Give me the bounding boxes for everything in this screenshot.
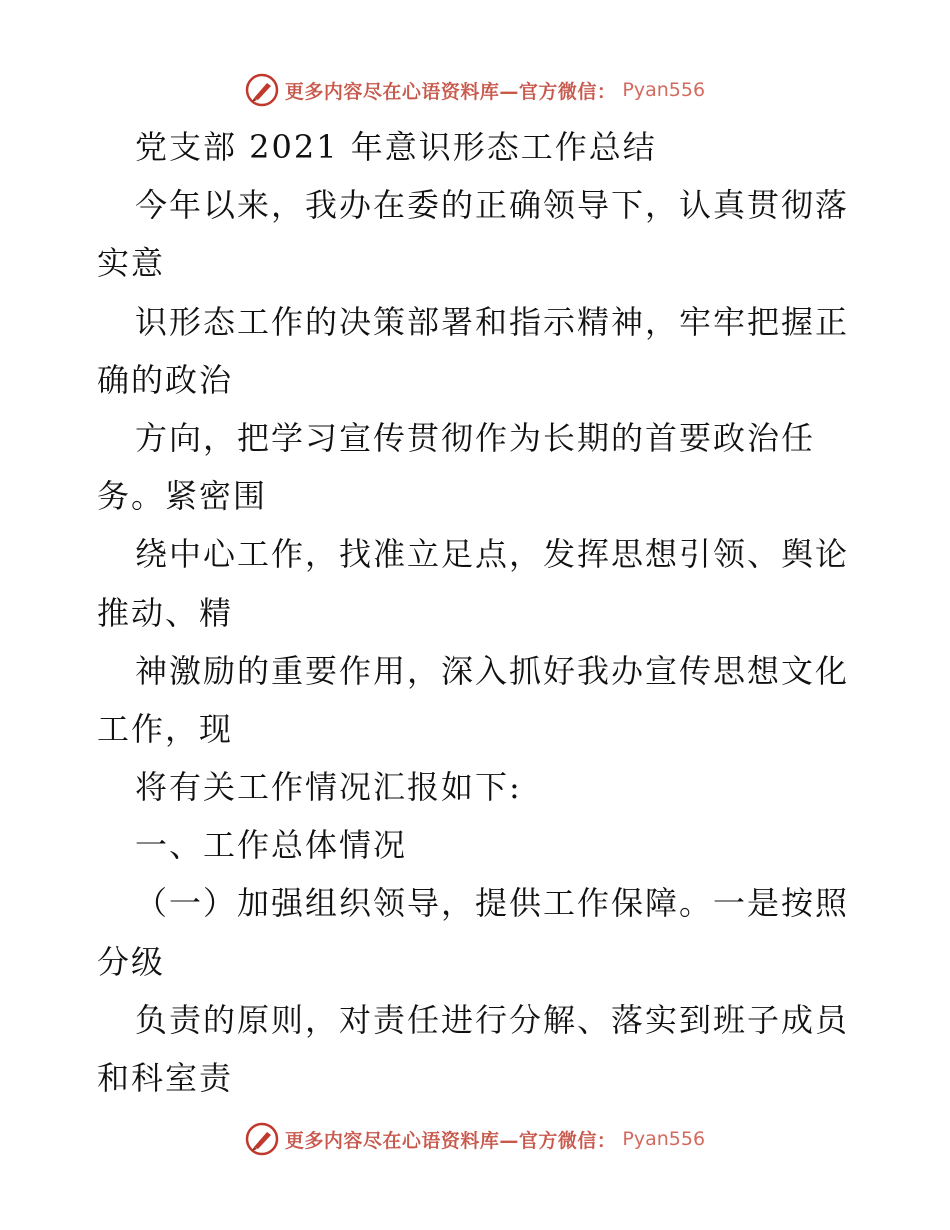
watermark-text: 更多内容尽在心语资料库—官方微信： — [284, 1129, 617, 1152]
paragraph-line: （一）加强组织领导，提供工作保障。一是按照 — [135, 884, 850, 923]
watermark-text: 更多内容尽在心语资料库—官方微信： — [284, 80, 617, 103]
paragraph-line: 和科室责 — [97, 1059, 234, 1097]
watermark-header — [0, 72, 950, 108]
paragraph-line: 将有关工作情况汇报如下: — [135, 768, 522, 807]
pen-logo-icon — [245, 73, 279, 107]
document-body — [97, 118, 857, 1107]
paragraph-line: 今年以来，我办在委的正确领导下，认真贯彻落 — [135, 186, 850, 225]
paragraph-line: 神激励的重要作用，深入抓好我办宣传思想文化 — [135, 651, 850, 690]
document-title: 党支部 2021 年意识形态工作总结 — [135, 128, 657, 166]
paragraph-line: 识形态工作的决策部署和指示精神，牢牢把握正 — [135, 302, 850, 341]
pen-logo-icon — [245, 1122, 279, 1156]
paragraph-line: 分级 — [97, 942, 166, 981]
watermark-footer — [0, 1121, 950, 1157]
paragraph-line: 负责的原则，对责任进行分解、落实到班子成员 — [135, 1000, 850, 1039]
watermark-handle: Pyan556 — [622, 79, 706, 101]
paragraph-line: 方向，把学习宣传贯彻作为长期的首要政治任 — [135, 418, 816, 457]
section-heading: 一、工作总体情况 — [135, 826, 408, 865]
watermark-handle: Pyan556 — [622, 1128, 706, 1150]
paragraph-line: 实意 — [97, 244, 166, 283]
paragraph-line: 确的政治 — [97, 360, 234, 399]
paragraph-line: 务。紧密围 — [97, 477, 268, 516]
paragraph-line: 绕中心工作，找准立足点，发挥思想引领、舆论 — [135, 535, 850, 574]
paragraph-line: 推动、精 — [97, 593, 234, 632]
paragraph-line: 工作，现 — [97, 709, 234, 748]
